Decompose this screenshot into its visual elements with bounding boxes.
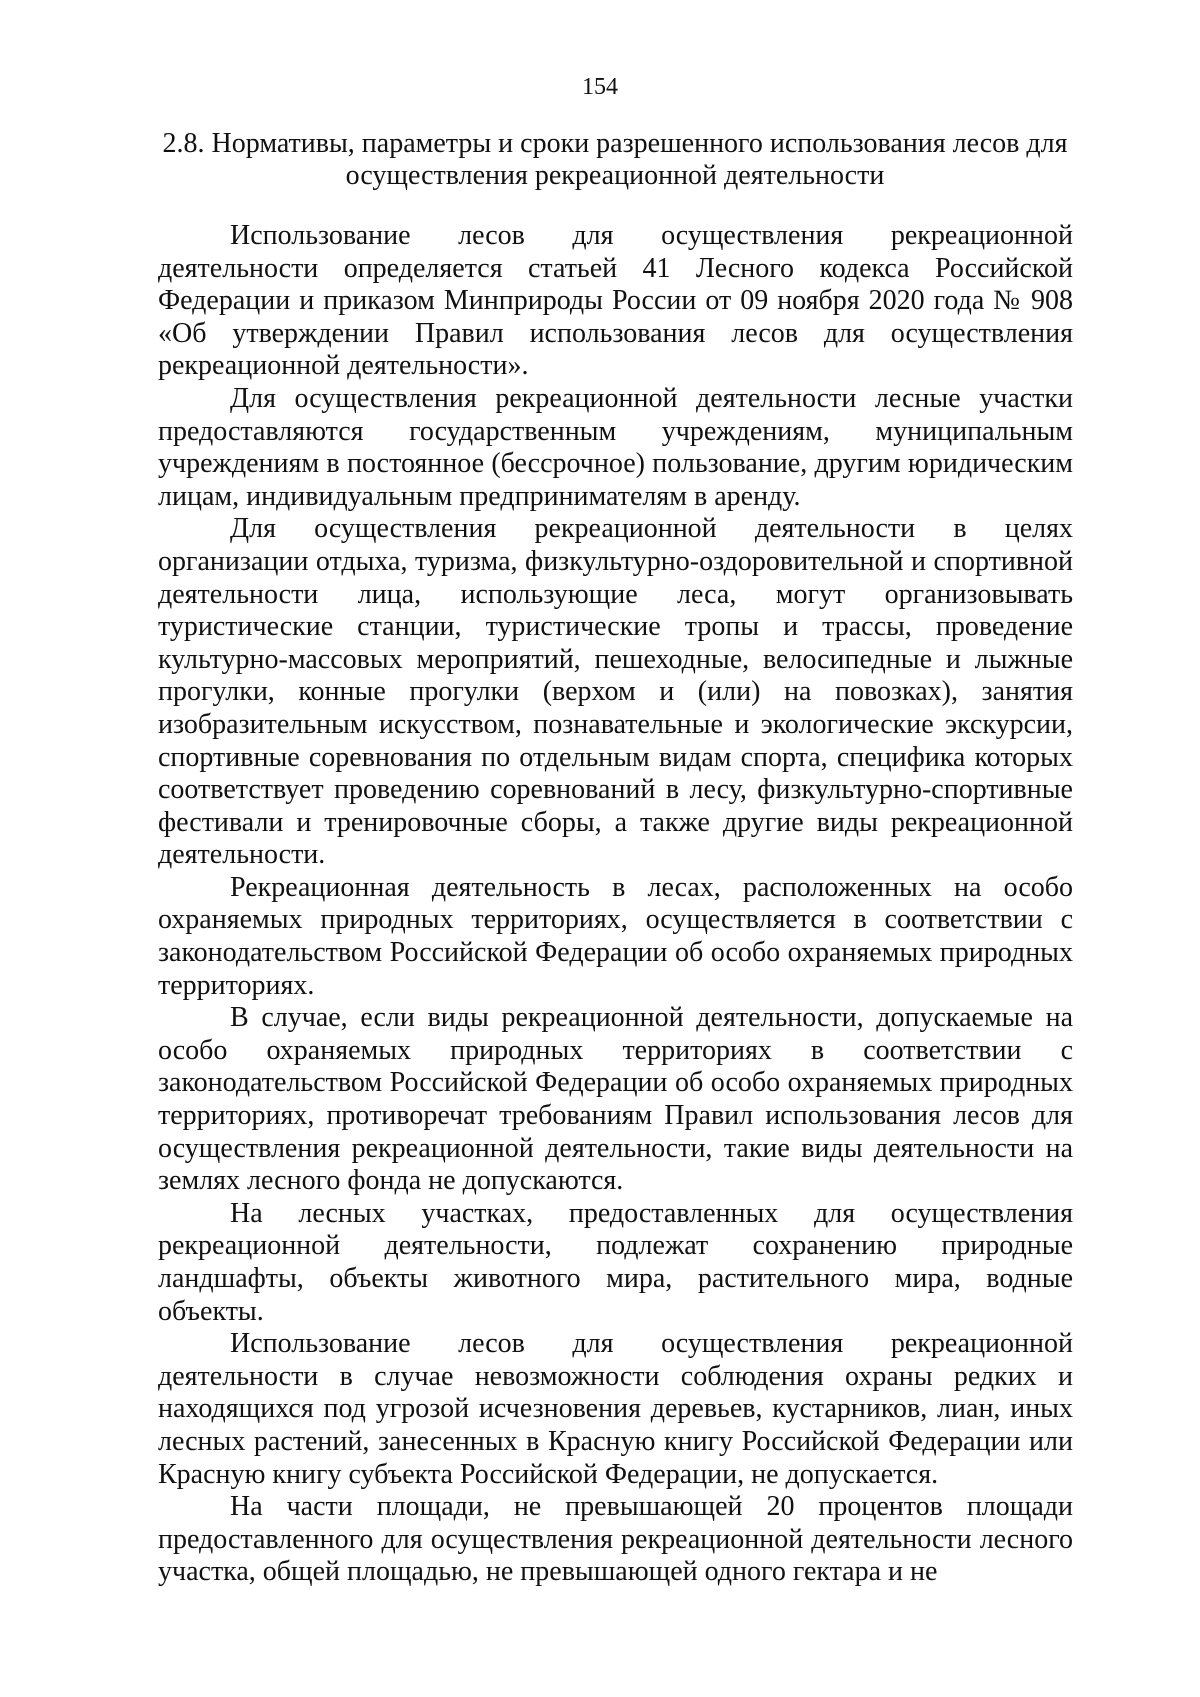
paragraph-3: Для осуществления рекреационной деятельности в целях организации отдыха, туризма, физкультурно-оздоровительной и спортивной деятельности лица, использующие леса, могут организовывать туристические станции, туристические тропы и трассы, проведение культурно-массовых мероприятий, пешеходные, велосипедные и лыжные прогулки, конные прогулки (верхом и (или) на повозках), занятия изобразительным искусством, познавательные и экологические экскурсии, спортивные соревнования по отдельным видам спорта, специфика которых соответствует проведению соревнований в лесу, физкультурно-спортивные фестивали и тренировочные сборы, а также другие виды рекреационной деятельности. [158, 513, 1073, 871]
document-body [158, 220, 1073, 1589]
paragraph-1: Использование лесов для осуществления рекреационной деятельности определяется статьей 41 Лесного кодекса Российской Федерации и приказом Минприроды России от 09 ноября 2020 года № 908 «Об утверждении Правил использования лесов для осуществления рекреационной деятельности». [158, 220, 1073, 382]
paragraph-5: В случае, если виды рекреационной деятельности, допускаемые на особо охраняемых природных территориях в соответствии с законодательством Российской Федерации об особо охраняемых природных территориях, противоречат требованиям Правил использования лесов для осуществления рекреационной деятельности, такие виды деятельности на землях лесного фонда не допускаются. [158, 1002, 1073, 1197]
paragraph-2: Для осуществления рекреационной деятельности лесные участки предоставляются государственным учреждениям, муниципальным учреждениям в постоянное (бессрочное) пользование, другим юридическим лицам, индивидуальным предпринимателям в аренду. [158, 382, 1073, 512]
section-heading-line-1: 2.8. Нормативы, параметры и сроки разрешенного использования лесов для [162, 128, 1068, 159]
paragraph-4: Рекреационная деятельность в лесах, расположенных на особо охраняемых природных территориях, осуществляется в соответствии с законодательством Российской Федерации об особо охраняемых природных территориях. [158, 871, 1073, 1001]
paragraph-6: На лесных участках, предоставленных для осуществления рекреационной деятельности, подлежат сохранению природные ландшафты, объекты животного мира, растительного мира, водные объекты. [158, 1197, 1073, 1327]
page-number: 154 [582, 74, 618, 100]
section-heading-line-2: осуществления рекреационной деятельности [345, 160, 885, 191]
section-heading [155, 128, 1075, 192]
paragraph-8: На части площади, не превышающей 20 процентов площади предоставленного для осуществления рекреационной деятельности лесного участка, общей площадью, не превышающей одного гектара и не [158, 1491, 1073, 1588]
paragraph-7: Использование лесов для осуществления рекреационной деятельности в случае невозможности соблюдения охраны редких и находящихся под угрозой исчезновения деревьев, кустарников, лиан, иных лесных растений, занесенных в Красную книгу Российской Федерации или Красную книгу субъекта Российской Федерации, не допускается. [158, 1328, 1073, 1490]
